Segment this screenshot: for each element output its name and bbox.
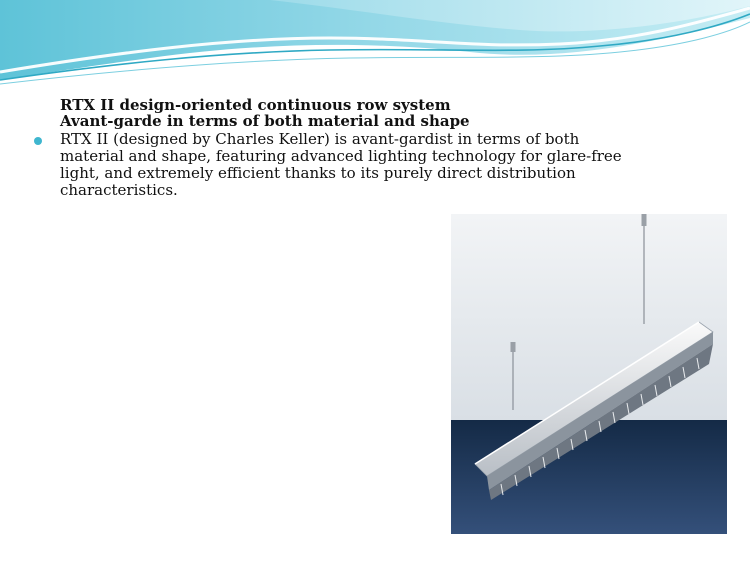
heading-line-2: Avant-garde in terms of both material and shape: [60, 112, 470, 130]
product-photo-luminaire: [451, 214, 727, 534]
round-bullet-icon: [34, 137, 42, 145]
header-wave-decoration: [0, 0, 750, 90]
bullet-text: RTX II (designed by Charles Keller) is avant-gardist in terms of both material and shape, featuring advanced lighting technology for glare-free light, and extremely efficient thanks to its purely direct distribution characteristics.: [60, 130, 622, 199]
slide-heading: [60, 97, 660, 129]
heading-line-1: RTX II design-oriented continuous row system: [60, 96, 451, 114]
